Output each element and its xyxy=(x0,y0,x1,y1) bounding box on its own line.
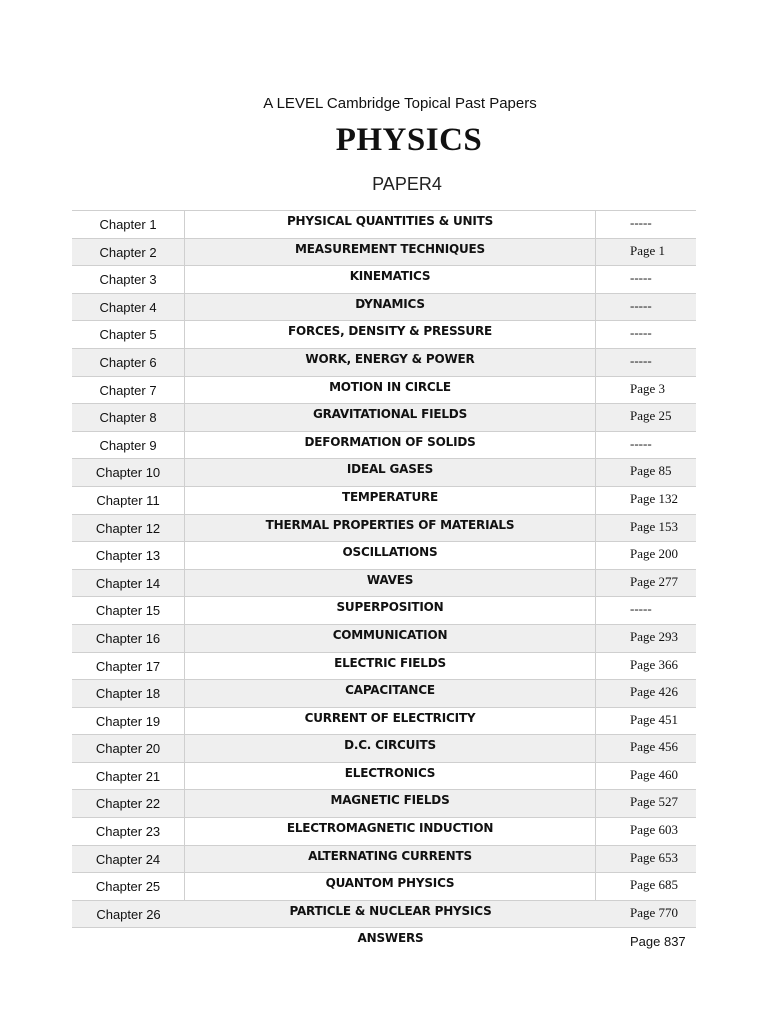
chapter-topic: MOTION IN CIRCLE xyxy=(185,377,596,404)
chapter-number: Chapter 17 xyxy=(72,653,185,680)
chapter-page: Page 770 xyxy=(630,904,679,920)
chapter-number: Chapter 6 xyxy=(72,349,185,376)
chapter-number: Chapter 26 xyxy=(96,906,161,922)
chapter-page: Page 366 xyxy=(630,656,679,672)
chapter-number: Chapter 21 xyxy=(72,763,185,790)
chapter-topic: KINEMATICS xyxy=(185,266,596,293)
chapter-number: Chapter 16 xyxy=(72,625,185,652)
answers-label: ANSWERS xyxy=(357,931,424,946)
table-row[interactable] xyxy=(72,404,696,432)
chapter-topic: CURRENT OF ELECTRICITY xyxy=(185,708,596,735)
chapter-number: Chapter 10 xyxy=(72,459,185,486)
chapter-page: ----- xyxy=(630,601,652,617)
chapter-topic: THERMAL PROPERTIES OF MATERIALS xyxy=(185,515,596,542)
chapter-topic: ALTERNATING CURRENTS xyxy=(185,846,596,873)
table-row[interactable] xyxy=(72,487,696,515)
table-row[interactable] xyxy=(72,515,696,543)
chapter-topic: ELECTROMAGNETIC INDUCTION xyxy=(185,818,596,845)
chapter-topic: WAVES xyxy=(185,570,596,597)
chapter-number: Chapter 20 xyxy=(72,735,185,762)
chapter-topic: SUPERPOSITION xyxy=(185,597,596,624)
chapter-number: Chapter 12 xyxy=(72,515,185,542)
chapter-topic: PARTICLE & NUCLEAR PHYSICS xyxy=(289,903,492,918)
chapter-number: Chapter 3 xyxy=(72,266,185,293)
chapter-number: Chapter 15 xyxy=(72,597,185,624)
chapter-number: Chapter 8 xyxy=(72,404,185,431)
table-row[interactable] xyxy=(72,680,696,708)
table-row[interactable] xyxy=(72,846,696,874)
chapter-page: Page 153 xyxy=(630,518,679,534)
chapter-topic: COMMUNICATION xyxy=(185,625,596,652)
chapter-topic: D.C. CIRCUITS xyxy=(185,735,596,762)
chapter-number: Chapter 4 xyxy=(72,294,185,321)
chapter-page: Page 603 xyxy=(630,822,679,838)
chapter-page: Page 685 xyxy=(630,877,679,893)
chapter-page: Page 200 xyxy=(630,546,679,562)
chapter-page: ----- xyxy=(630,270,652,286)
chapter-page: ----- xyxy=(630,352,652,368)
chapter-page: ----- xyxy=(630,325,652,341)
table-row[interactable] xyxy=(72,294,696,322)
chapter-page: Page 25 xyxy=(630,408,672,424)
table-of-contents xyxy=(72,210,696,958)
table-row[interactable] xyxy=(72,239,696,267)
chapter-number: Chapter 18 xyxy=(72,680,185,707)
table-row[interactable] xyxy=(72,349,696,377)
chapter-page: ----- xyxy=(630,297,652,313)
chapter-page: Page 132 xyxy=(630,490,679,506)
chapter-number: Chapter 19 xyxy=(72,708,185,735)
table-row[interactable] xyxy=(72,542,696,570)
table-row[interactable] xyxy=(72,321,696,349)
chapter-topic: ELECTRIC FIELDS xyxy=(185,653,596,680)
table-row[interactable] xyxy=(72,570,696,598)
answers-chapter-cell xyxy=(72,928,185,958)
chapter-page: Page 451 xyxy=(630,711,679,727)
answers-page: Page 837 xyxy=(630,934,686,950)
table-row[interactable] xyxy=(72,901,696,929)
table-row[interactable] xyxy=(72,790,696,818)
chapter-number: Chapter 23 xyxy=(72,818,185,845)
chapter-topic: QUANTOM PHYSICS xyxy=(185,873,596,900)
chapter-page: Page 1 xyxy=(630,242,666,258)
chapter-page: Page 85 xyxy=(630,463,672,479)
table-row[interactable] xyxy=(72,818,696,846)
chapter-topic: GRAVITATIONAL FIELDS xyxy=(185,404,596,431)
table-row[interactable] xyxy=(72,432,696,460)
chapter-number: Chapter 5 xyxy=(72,321,185,348)
chapter-page: ----- xyxy=(630,215,652,230)
document-title: PHYSICS xyxy=(335,122,483,158)
table-row[interactable] xyxy=(72,211,696,239)
chapter-topic: TEMPERATURE xyxy=(185,487,596,514)
chapter-page: ----- xyxy=(630,435,652,451)
paper-label: PAPER4 xyxy=(372,174,442,194)
chapter-topic: PHYSICAL QUANTITIES & UNITS xyxy=(185,211,596,238)
chapter-number: Chapter 22 xyxy=(72,790,185,817)
chapter-number: Chapter 24 xyxy=(72,846,185,873)
chapter-number: Chapter 13 xyxy=(72,542,185,569)
chapter-topic: OSCILLATIONS xyxy=(185,542,596,569)
chapter-topic: DYNAMICS xyxy=(185,294,596,321)
chapter-number: Chapter 7 xyxy=(72,377,185,404)
document-subtitle: A LEVEL Cambridge Topical Past Papers xyxy=(263,95,537,112)
table-row[interactable] xyxy=(72,266,696,294)
table-row[interactable] xyxy=(72,459,696,487)
chapter-number: Chapter 9 xyxy=(72,432,185,459)
table-row[interactable] xyxy=(72,873,696,901)
table-row[interactable] xyxy=(72,377,696,405)
table-row[interactable] xyxy=(72,763,696,791)
chapter-topic: FORCES, DENSITY & PRESSURE xyxy=(185,321,596,348)
chapter-topic: CAPACITANCE xyxy=(185,680,596,707)
chapter-number: Chapter 11 xyxy=(72,487,185,514)
chapter-page: Page 460 xyxy=(630,766,679,782)
chapter-page: Page 426 xyxy=(630,684,679,700)
table-row[interactable] xyxy=(72,735,696,763)
chapter-page: Page 277 xyxy=(630,573,679,589)
chapter-topic: DEFORMATION OF SOLIDS xyxy=(185,432,596,459)
table-row[interactable] xyxy=(72,597,696,625)
chapter-topic: IDEAL GASES xyxy=(185,459,596,486)
chapter-number: Chapter 2 xyxy=(72,239,185,266)
answers-row[interactable] xyxy=(72,928,696,958)
chapter-topic: WORK, ENERGY & POWER xyxy=(185,349,596,376)
chapter-topic: ELECTRONICS xyxy=(185,763,596,790)
chapter-topic: MAGNETIC FIELDS xyxy=(185,790,596,817)
table-row[interactable] xyxy=(72,625,696,653)
chapter-page: Page 653 xyxy=(630,849,679,865)
chapter-number: Chapter 25 xyxy=(72,873,185,900)
table-row[interactable] xyxy=(72,708,696,736)
chapter-topic: MEASUREMENT TECHNIQUES xyxy=(185,239,596,266)
chapter-page: Page 293 xyxy=(630,628,679,644)
table-row[interactable] xyxy=(72,653,696,681)
chapter-number: Chapter 14 xyxy=(72,570,185,597)
chapter-page: Page 3 xyxy=(630,380,666,396)
chapter-number: Chapter 1 xyxy=(72,211,185,238)
chapter-page: Page 456 xyxy=(630,739,679,755)
chapter-page: Page 527 xyxy=(630,794,679,810)
